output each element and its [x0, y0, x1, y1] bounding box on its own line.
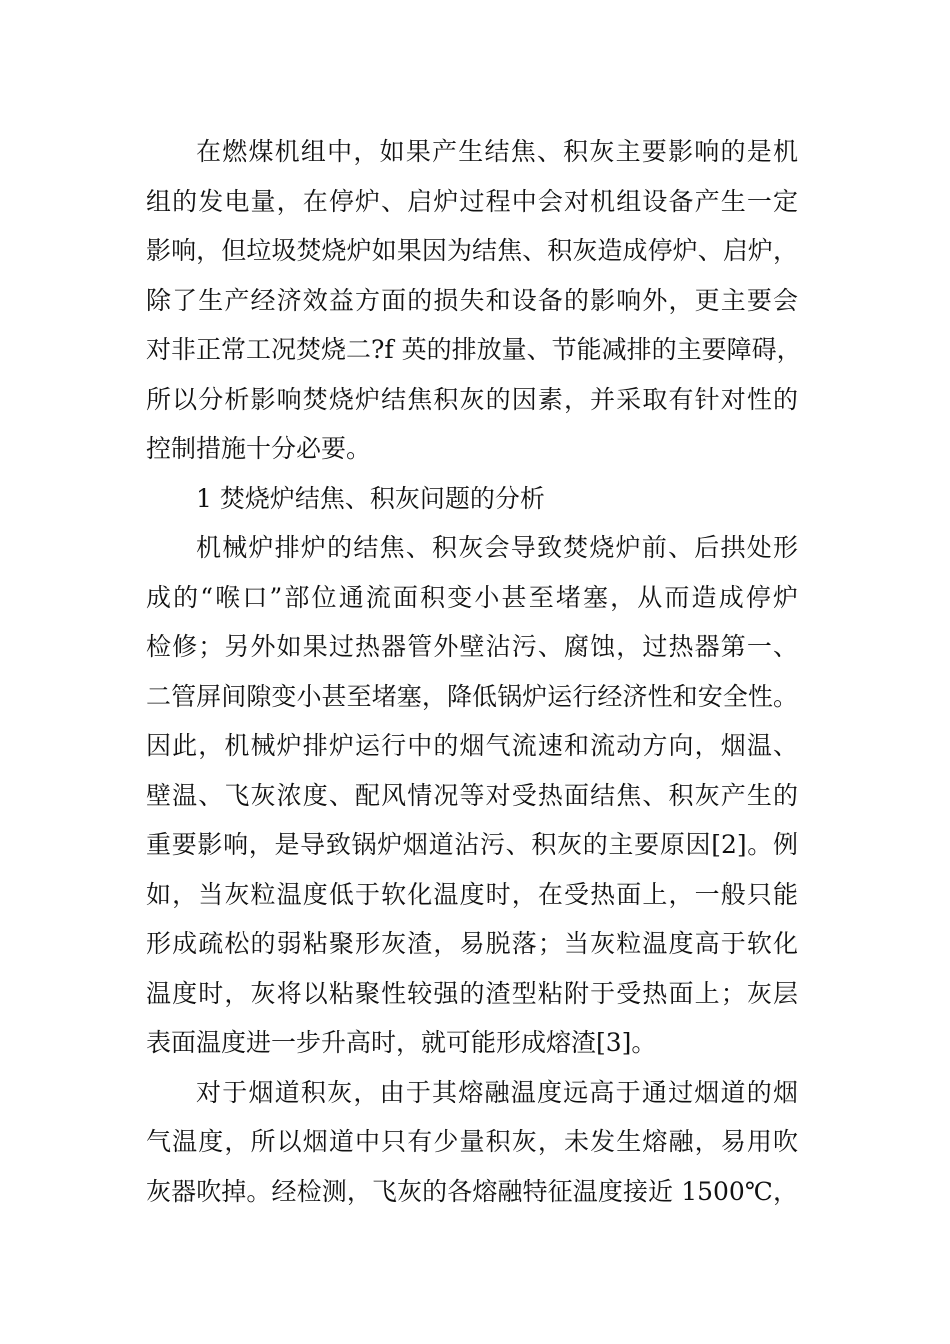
text-line: 表面温度进一步升高时，就可能形成熔渣[3]。	[146, 1028, 657, 1057]
heading-text: 1 焚烧炉结焦、积灰问题的分析	[196, 483, 545, 513]
text-line: 如，当灰粒温度低于软化温度时，在受热面上，一般只能	[146, 879, 798, 909]
document-body	[146, 127, 802, 1216]
text-line: 气温度，所以烟道中只有少量积灰，未发生熔融，易用吹	[146, 1127, 798, 1156]
text-line: 壁温、飞灰浓度、配风情况等对受热面结焦、积灰产生的	[146, 780, 798, 810]
text-line: 二管屏间隙变小甚至堵塞，降低锅炉运行经济性和安全性。	[146, 681, 798, 711]
paragraph-flue-ash	[146, 1068, 798, 1217]
text-line: 除了生产经济效益方面的损失和设备的影响外，更主要会	[146, 285, 798, 315]
text-line: 温度时，灰将以粘聚性较强的渣型粘附于受热面上；灰层	[146, 978, 798, 1008]
text-line: 组的发电量，在停炉、启炉过程中会对机组设备产生一定	[146, 186, 798, 216]
text-line: 重要影响，是导致锅炉烟道沾污、积灰的主要原因[2]。例	[146, 830, 798, 859]
text-line: 控制措施十分必要。	[146, 434, 372, 463]
text-line: 机械炉排炉的结焦、积灰会导致焚烧炉前、后拱处形	[196, 533, 798, 562]
text-line: 形成疏松的弱粘聚形灰渣，易脱落；当灰粒温度高于软化	[146, 929, 798, 958]
text-line: 成的“喉口”部位通流面积变小甚至堵塞，从而造成停炉	[146, 582, 798, 612]
text-line: 因此，机械炉排炉运行中的烟气流速和流动方向，烟温、	[146, 731, 798, 760]
text-line: 在燃煤机组中，如果产生结焦、积灰主要影响的是机	[196, 137, 798, 166]
paragraph-analysis	[146, 523, 798, 1068]
text-line: 灰器吹掉。经检测，飞灰的各熔融特征温度接近 1500℃，	[146, 1176, 798, 1206]
text-line: 所以分析影响焚烧炉结焦积灰的因素，并采取有针对性的	[146, 384, 798, 414]
section-heading	[146, 474, 798, 524]
paragraph-intro	[146, 127, 802, 474]
text-line: 检修；另外如果过热器管外壁沾污、腐蚀，过热器第一、	[146, 632, 798, 661]
text-line: 影响，但垃圾焚烧炉如果因为结焦、积灰造成停炉、启炉，	[146, 236, 798, 265]
text-line: 对非正常工况焚烧二?f 英的排放量、节能减排的主要障碍，	[146, 335, 802, 364]
text-line: 对于烟道积灰，由于其熔融温度远高于通过烟道的烟	[196, 1077, 798, 1107]
